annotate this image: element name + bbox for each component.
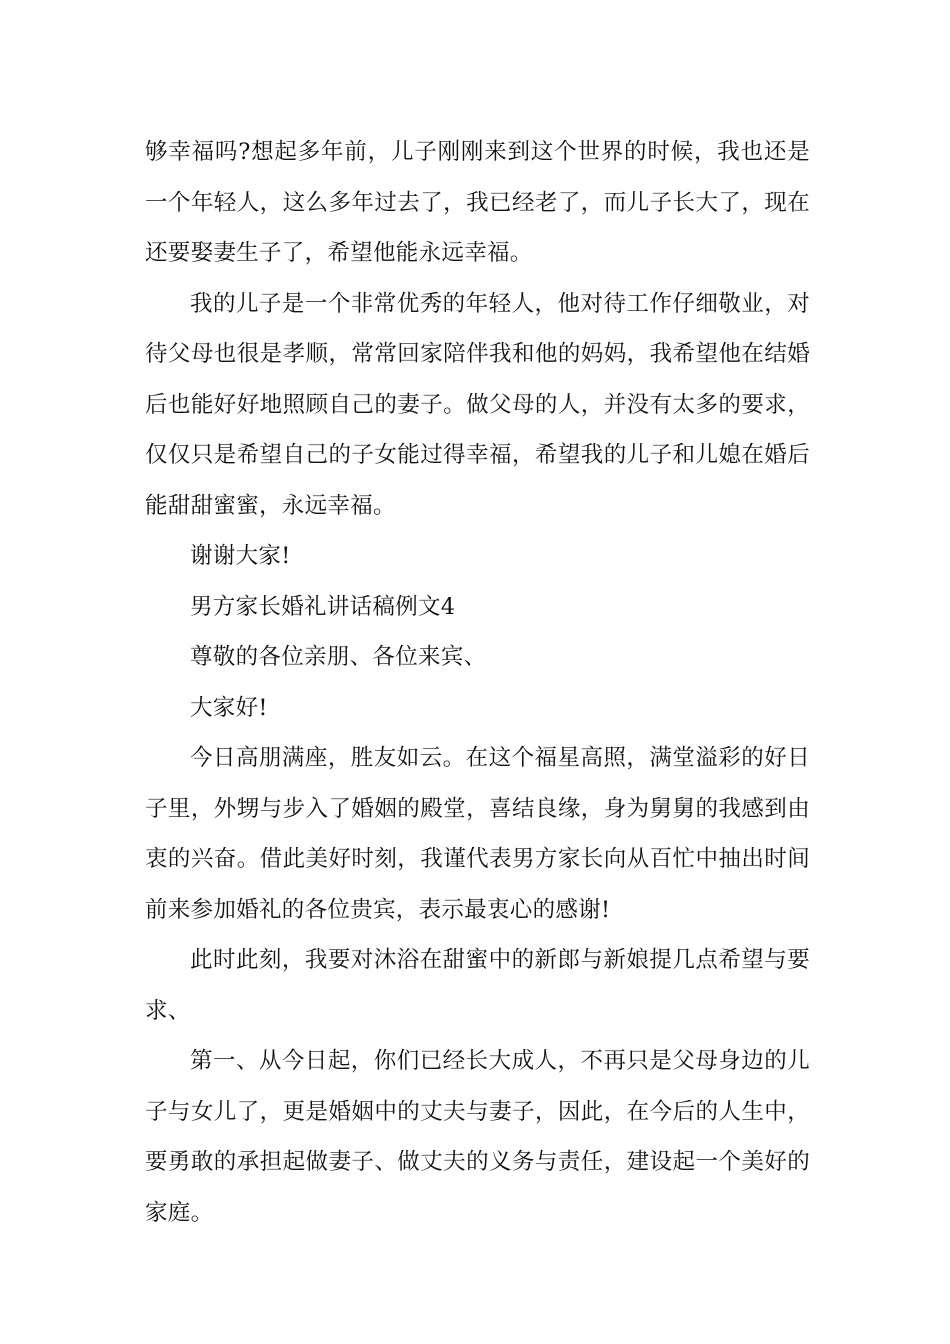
paragraph-son-description: 我的儿子是一个非常优秀的年轻人，他对待工作仔细敬业，对待父母也很是孝顺，常常回家陪伴我和他的妈妈，我希望他在结婚后也能好好地照顾自己的妻子。做父母的人，并没有太多的要求，仅仅只是希望自己的子女能过得幸福，希望我的儿子和儿媳在婚后能甜甜蜜蜜，永远幸福。 <box>145 290 810 519</box>
section-title: 男方家长婚礼讲话稿例文4 <box>190 593 456 620</box>
document-body <box>145 127 810 1238</box>
salutation-guests: 尊敬的各位亲朋、各位来宾、 <box>190 644 487 670</box>
paragraph-thanks: 谢谢大家! <box>190 543 291 569</box>
paragraph-first-hope: 第一、从今日起，你们已经长大成人，不再只是父母身边的儿子与女儿了，更是婚姻中的丈夫与妻子，因此，在今后的人生中，要勇敢的承担起做妻子、做丈夫的义务与责任，建设起一个美好的家庭。 <box>145 1048 810 1226</box>
paragraph-hopes-intro: 此时此刻，我要对沐浴在甜蜜中的新郎与新娘提几点希望与要求、 <box>145 947 810 1024</box>
salutation-greeting: 大家好! <box>190 694 268 721</box>
paragraph-continuation: 够幸福吗?想起多年前，儿子刚刚来到这个世界的时候，我也还是一个年轻人，这么多年过去了，我已经老了，而儿子长大了，现在还要娶妻生子了，希望他能永远幸福。 <box>145 139 810 266</box>
paragraph-opening: 今日高朋满座，胜友如云。在这个福星高照，满堂溢彩的好日子里，外甥与步入了婚姻的殿堂，喜结良缘，身为舅舅的我感到由衷的兴奋。借此美好时刻，我谨代表男方家长向从百忙中抽出时间前来参加婚礼的各位贵宾，表示最衷心的感谢! <box>145 745 810 923</box>
